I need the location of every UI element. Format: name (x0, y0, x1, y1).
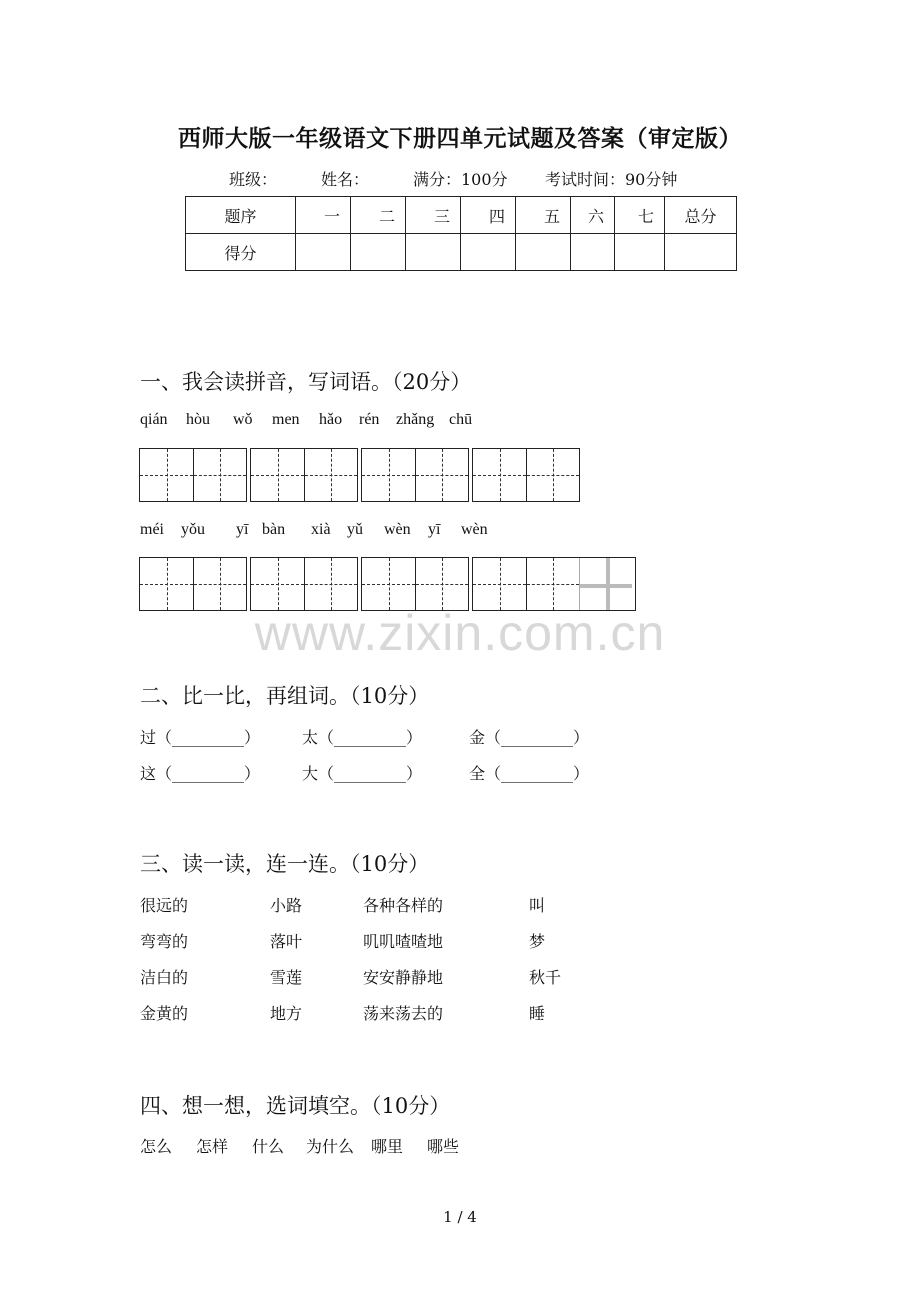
writing-grid[interactable] (472, 448, 580, 502)
pinyin: yǔ (347, 521, 363, 538)
pinyin: xià (311, 521, 331, 538)
page-title: 西师大版一年级语文下册四单元试题及答案（审定版） (178, 125, 742, 152)
score-cell: 二 (351, 197, 406, 234)
page-number: 1 / 4 (443, 1208, 477, 1226)
pinyin: yī (428, 521, 441, 538)
score-input-cell[interactable] (461, 234, 516, 271)
match-word: 梦 (529, 932, 546, 951)
score-input-cell[interactable] (351, 234, 406, 271)
match-word: 金黄的 (140, 1004, 189, 1023)
match-word: 地方 (270, 1004, 303, 1023)
pinyin: rén (359, 411, 380, 428)
writing-grid[interactable] (361, 448, 469, 502)
score-input-cell[interactable] (296, 234, 351, 271)
section4-heading: 四、想一想，选词填空。（10分） (140, 1094, 451, 1118)
match-word: 洁白的 (140, 968, 189, 987)
score-table (185, 196, 737, 271)
writing-grid[interactable] (139, 448, 247, 502)
section3-heading: 三、读一读，连一连。（10分） (140, 852, 430, 876)
pinyin: yī (236, 521, 249, 538)
score-table-header-row (186, 197, 737, 234)
score-cell: 三 (406, 197, 461, 234)
score-input-cell[interactable] (516, 234, 571, 271)
score-input-cell[interactable] (615, 234, 665, 271)
word-choice: 什么 (252, 1137, 285, 1156)
match-word: 各种各样的 (363, 896, 444, 915)
pinyin: wǒ (233, 411, 253, 428)
class-label: 班级： (229, 170, 278, 189)
writing-grid[interactable] (250, 448, 358, 502)
score-cell: 一 (296, 197, 351, 234)
word-blank[interactable]: 金（_________） (469, 728, 590, 747)
pinyin: zhǎng (396, 411, 435, 428)
match-word: 落叶 (270, 932, 303, 951)
word-blank[interactable]: 过（_________） (140, 728, 261, 747)
score-cell: 六 (571, 197, 615, 234)
match-word: 小路 (270, 896, 303, 915)
score-input-cell[interactable] (665, 234, 737, 271)
pinyin: méi (140, 521, 164, 538)
pinyin: hòu (186, 411, 210, 428)
watermark: www.zixin.com.cn (254, 605, 666, 661)
match-word: 雪莲 (270, 968, 303, 987)
pinyin: wèn (384, 521, 411, 538)
writing-grid[interactable] (472, 557, 636, 611)
match-word: 很远的 (140, 896, 189, 915)
full-score-label: 满分：100分 (413, 170, 508, 189)
pinyin: chū (449, 411, 473, 428)
pinyin: men (272, 411, 300, 428)
word-blank[interactable]: 这（_________） (140, 764, 261, 783)
match-word: 叫 (529, 896, 546, 915)
score-input-cell[interactable] (571, 234, 615, 271)
word-choice: 怎样 (196, 1137, 229, 1156)
score-cell: 题序 (186, 197, 296, 234)
pinyin: yǒu (181, 521, 205, 538)
pinyin: wèn (461, 521, 488, 538)
word-blank[interactable]: 全（_________） (469, 764, 590, 783)
score-row-label: 得分 (186, 234, 296, 271)
writing-grid[interactable] (250, 557, 358, 611)
score-cell: 四 (461, 197, 516, 234)
score-table-score-row (186, 234, 737, 271)
pinyin: bàn (262, 521, 286, 538)
section1-heading: 一、我会读拼音，写词语。（20分） (140, 370, 472, 394)
exam-time-label: 考试时间：90分钟 (545, 170, 678, 189)
score-cell: 五 (516, 197, 571, 234)
word-choice: 哪些 (427, 1137, 460, 1156)
writing-grid[interactable] (139, 557, 247, 611)
word-blank[interactable]: 太（_________） (302, 728, 423, 747)
writing-grid[interactable] (361, 557, 469, 611)
match-word: 弯弯的 (140, 932, 189, 951)
word-choice: 怎么 (140, 1137, 173, 1156)
word-choice: 哪里 (371, 1137, 404, 1156)
score-input-cell[interactable] (406, 234, 461, 271)
section2-heading: 二、比一比，再组词。（10分） (140, 684, 430, 708)
score-cell: 七 (615, 197, 665, 234)
word-choice: 为什么 (306, 1137, 355, 1156)
match-word: 荡来荡去的 (363, 1004, 444, 1023)
pinyin: qián (140, 411, 168, 428)
match-word: 叽叽喳喳地 (363, 932, 444, 951)
score-cell: 总分 (665, 197, 737, 234)
match-word: 秋千 (529, 968, 562, 987)
match-word: 安安静静地 (363, 968, 444, 987)
match-word: 睡 (529, 1004, 546, 1023)
name-label: 姓名： (321, 170, 370, 189)
pinyin: hǎo (319, 411, 343, 428)
word-blank[interactable]: 大（_________） (302, 764, 423, 783)
